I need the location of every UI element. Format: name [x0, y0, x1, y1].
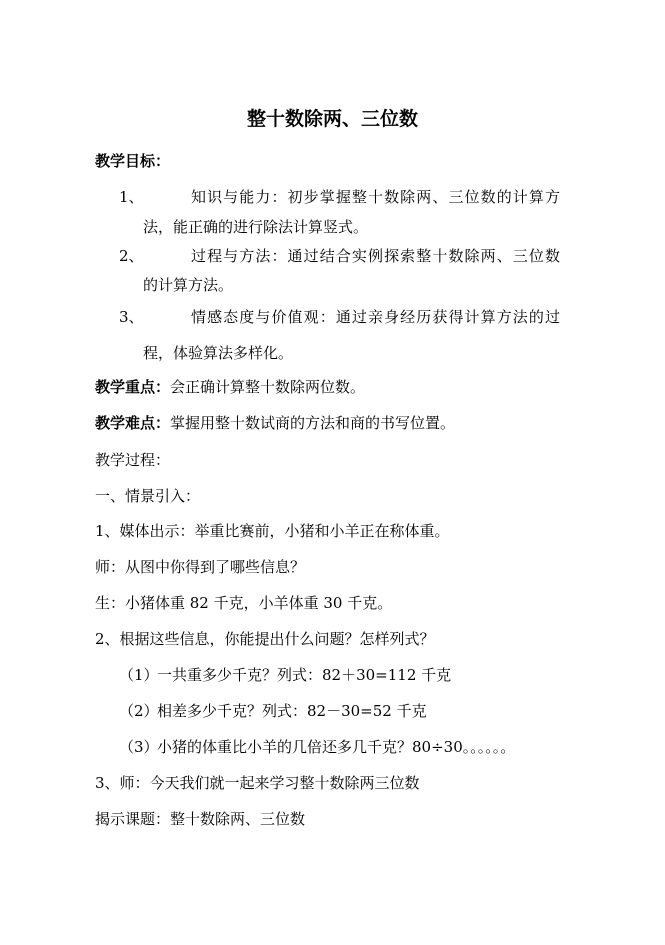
section-heading: 一、情景引入：	[95, 487, 201, 505]
question-text: 相差多少千克？列式：82－30=52 千克	[157, 702, 427, 720]
objective-text: 情感态度与价值观：通过亲身经历获得计算方法的过	[191, 308, 560, 326]
step-3: 3、师：今天我们就一起来学习整十数除两三位数	[95, 774, 420, 792]
objectives-heading: 教学目标：	[95, 152, 171, 170]
difficulty-label: 教学难点：	[95, 414, 171, 432]
objective-number: 1、	[119, 188, 144, 206]
process-heading: 教学过程：	[95, 451, 171, 469]
objective-text: 知识与能力：初步掌握整十数除两、三位数的计算方	[191, 188, 560, 206]
objective-number: 2、	[119, 247, 144, 265]
objective-number: 3、	[119, 308, 144, 326]
question-number: （1）	[119, 666, 159, 684]
key-point-text: 会正确计算整十数除两位数。	[170, 378, 366, 396]
page-title: 整十数除两、三位数	[246, 108, 418, 130]
difficulty-text: 掌握用整十数试商的方法和商的书写位置。	[170, 414, 456, 432]
key-point-label: 教学重点：	[95, 378, 171, 396]
teacher-question: 师：从图中你得到了哪些信息？	[95, 558, 306, 576]
difficulty-point	[95, 412, 455, 434]
objective-text-continued: 程，体验算法多样化。	[143, 344, 294, 362]
objective-text-continued: 的计算方法。	[143, 276, 234, 294]
question-number: （2）	[119, 702, 159, 720]
key-point	[95, 376, 365, 398]
student-answer: 生：小猪体重 82 千克，小羊体重 30 千克。	[95, 594, 393, 612]
question-text: 小猪的体重比小羊的几倍还多几千克？80÷30。。。。。。	[157, 738, 516, 756]
question-text: 一共重多少千克？列式：82＋30=112 千克	[157, 666, 452, 684]
reveal-topic: 揭示课题：整十数除两、三位数	[95, 810, 306, 828]
question-number: （3）	[119, 738, 159, 756]
objective-text: 过程与方法：通过结合实例探索整十数除两、三位数	[191, 247, 560, 265]
objective-text-continued: 法，能正确的进行除法计算竖式。	[143, 218, 369, 236]
step-2: 2、根据这些信息，你能提出什么问题？怎样列式？	[95, 630, 435, 648]
step-1: 1、媒体出示：举重比赛前，小猪和小羊正在称体重。	[95, 522, 450, 540]
